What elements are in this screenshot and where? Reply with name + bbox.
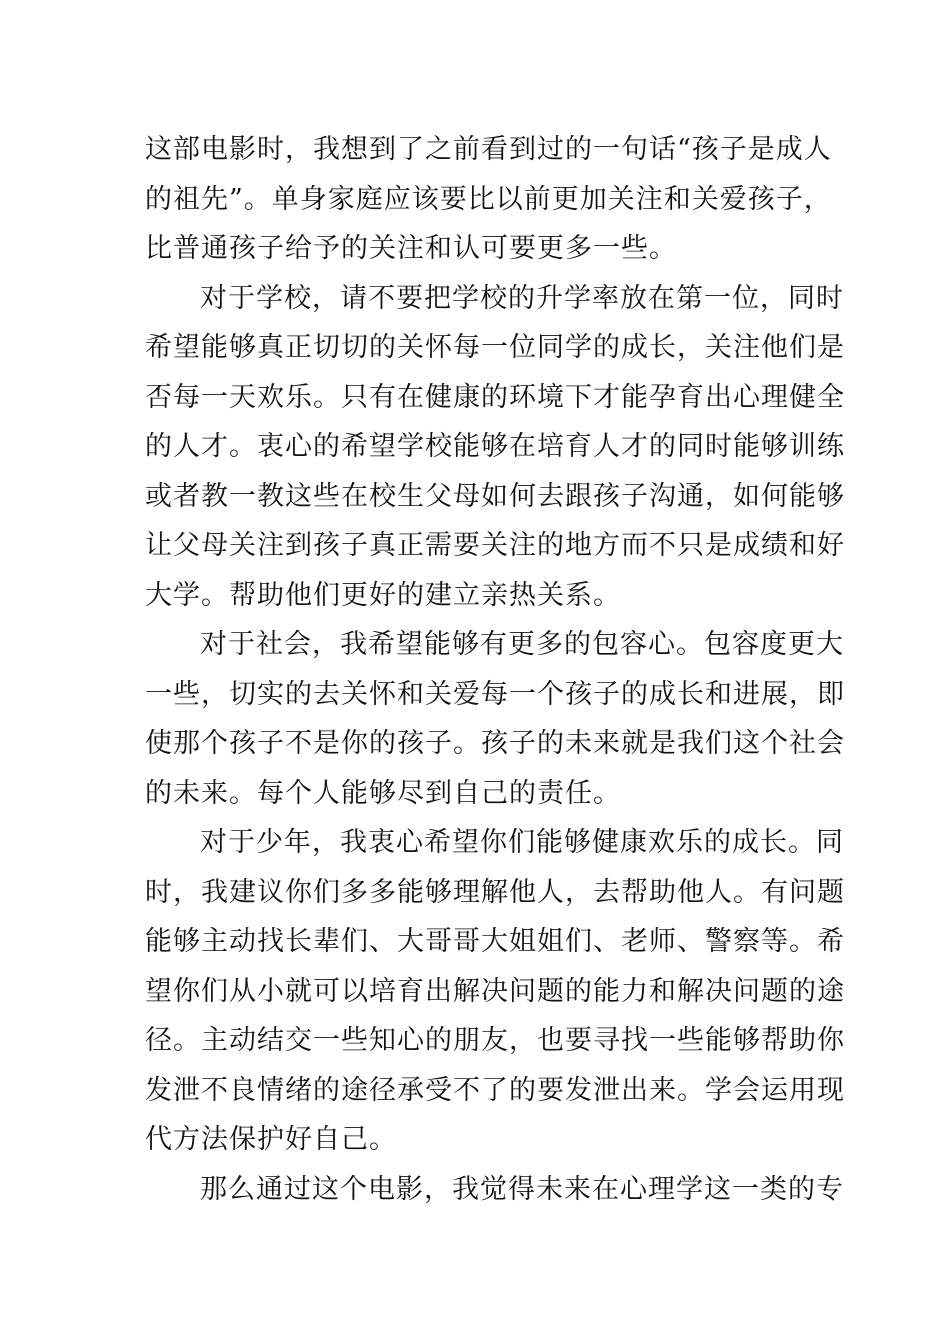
text-line: 能够主动找长辈们、大哥哥大姐姐们、老师、警察等。希 <box>145 926 845 957</box>
paragraph-first-line: 那么通过这个电影，我觉得未来在心理学这一类的专 <box>200 1173 844 1205</box>
text-line: 的未来。每个人能够尽到自己的责任。 <box>145 777 621 809</box>
paragraph-first-line: 对于少年，我衷心希望你们能够健康欢乐的成长。同 <box>200 827 844 858</box>
text-line: 时，我建议你们多多能够理解他人，去帮助他人。有问题 <box>145 876 845 908</box>
text-line: 代方法保护好自己。 <box>145 1124 397 1155</box>
text-line: 望你们从小就可以培育出解决问题的能力和解决问题的途 <box>145 975 845 1007</box>
text-line: 大学。帮助他们更好的建立亲热关系。 <box>145 579 621 611</box>
text-line: 径。主动结交一些知心的朋友，也要寻找一些能够帮助你 <box>145 1025 845 1056</box>
paragraph-first-line: 对于学校，请不要把学校的升学率放在第一位，同时 <box>200 282 844 314</box>
text-line: 发泄不良情绪的途径承受不了的要发泄出来。学会运用现 <box>145 1074 845 1106</box>
text-line: 这部电影时，我想到了之前看到过的一句话“孩子是成人 <box>145 134 832 165</box>
text-line: 或者教一教这些在校生父母如何去跟孩子沟通，如何能够 <box>145 480 845 512</box>
document-body <box>145 125 845 1214</box>
text-line: 的祖先”。单身家庭应该要比以前更加关注和关爱孩子， <box>145 183 832 215</box>
text-line: 一些，切实的去关怀和关爱每一个孩子的成长和进展，即 <box>145 678 845 710</box>
text-line: 否每一天欢乐。只有在健康的环境下才能孕育出心理健全 <box>145 381 845 413</box>
paragraph-first-line: 对于社会，我希望能够有更多的包容心。包容度更大 <box>200 629 844 660</box>
text-line: 的人才。衷心的希望学校能够在培育人才的同时能够训练 <box>145 431 845 462</box>
text-line: 让父母关注到孩子真正需要关注的地方而不只是成绩和好 <box>145 530 845 561</box>
text-line: 比普通孩子给予的关注和认可要更多一些。 <box>145 233 677 264</box>
text-line: 希望能够真正切切的关怀每一位同学的成长，关注他们是 <box>145 332 845 363</box>
text-line: 使那个孩子不是你的孩子。孩子的未来就是我们这个社会 <box>145 728 845 759</box>
